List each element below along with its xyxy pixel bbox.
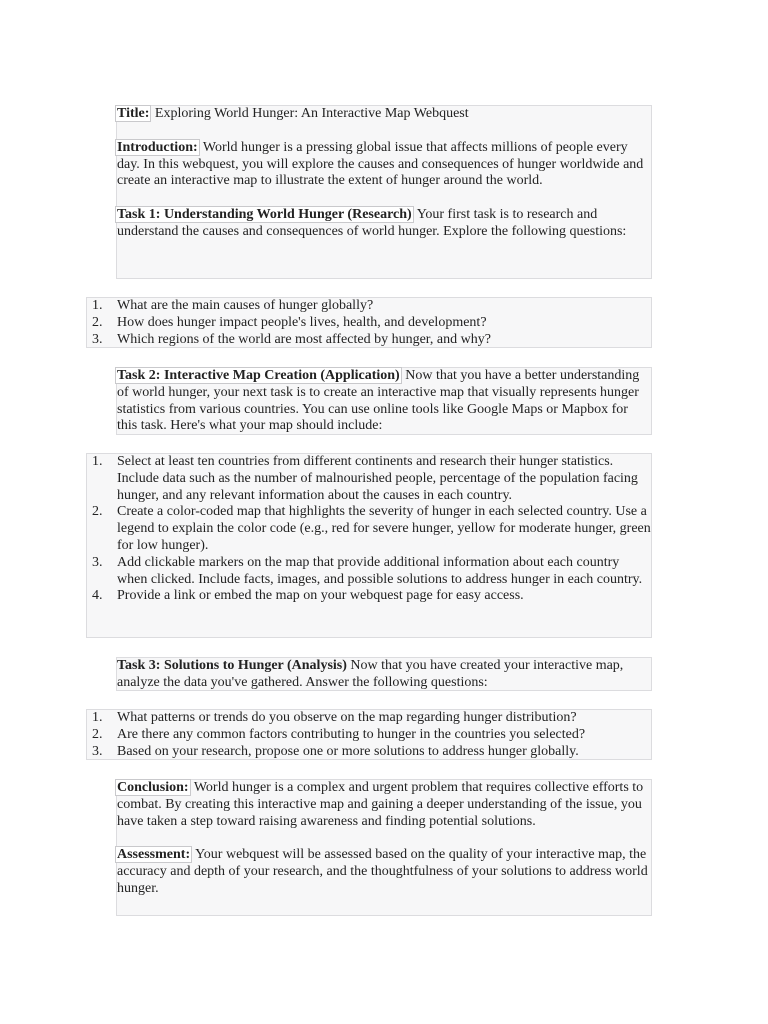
list-item: 3. Which regions of the world are most affected by hunger, and why? [92,331,491,347]
list-item: 1. Select at least ten countries from different continents and research their hunger statistics. Include data such as the number of malnourished people, percentage of the population facing hunger, and any relevant information about the causes in each country. [92,454,638,503]
task1-text: Your first task is to research and understand the causes and consequences of world hunger. Explore the following questions: [117,207,627,239]
task1-label: Task 1: Understanding World Hunger (Research) [117,207,412,223]
task1-paragraph [117,207,651,241]
intro-text: World hunger is a pressing global issue that affects millions of people every day. In this webquest, you will explore the causes and consequences of hunger worldwide and create an interactive map to illustrate the extent of hunger around the world. [117,139,644,189]
title-paragraph [117,106,651,123]
task2-label: Task 2: Interactive Map Creation (Application) [117,368,400,383]
task1-list-block [86,297,652,348]
task2-text: Now that you have a better understanding of world hunger, your next task is to create an interactive map that visually represents hunger statistics from various countries. You can use online tools like Google Maps or Mapbox for this task. Here's what your map should include: [117,368,640,434]
assessment-paragraph [117,847,651,897]
task3-list [87,710,651,760]
task2-list [87,454,651,605]
conclusion-label: Conclusion: [117,780,189,795]
intro-block [116,105,652,279]
task2-paragraph [117,368,651,435]
conclusion-paragraph [117,780,651,830]
list-item: 4. Provide a link or embed the map on your webquest page for easy access. [92,588,524,604]
task3-paragraph [117,658,651,692]
title-text: Exploring World Hunger: An Interactive Map Webquest [154,106,469,121]
intro-paragraph [117,140,651,190]
task2-list-block [86,453,652,638]
task3-text: Now that you have created your interactive map, analyze the data you've gathered. Answer the following questions: [117,658,624,690]
task1-list [87,298,651,348]
list-item: 1. What patterns or trends do you observe on the map regarding hunger distribution? [92,710,577,725]
list-item: 3. Based on your research, propose one or more solutions to address hunger globally. [92,743,579,759]
title-label: Title: [117,106,150,121]
intro-label: Introduction: [117,139,198,155]
conclusion-text: World hunger is a complex and urgent problem that requires collective efforts to combat. By creating this interactive map and gaining a deeper understanding of the issue, you have taken a step toward raising awareness and finding potential solutions. [117,780,644,829]
task2-block [116,367,652,435]
task3-list-block [86,709,652,760]
list-item: 2. Are there any common factors contributing to hunger in the countries you selected? [92,726,586,742]
list-item: 2. Create a color-coded map that highlights the severity of hunger in each selected country. Use a legend to explain the color code (e.g., red for severe hunger, yellow for moderate hunger, green for low hunger). [92,504,651,553]
list-item: 1. What are the main causes of hunger globally? [92,298,374,313]
assessment-label: Assessment: [117,847,191,863]
task3-block [116,657,652,691]
task3-label: Task 3: Solutions to Hunger (Analysis) [117,658,347,673]
conclusion-block [116,779,652,916]
list-item: 2. How does hunger impact people's lives, health, and development? [92,314,487,330]
assessment-text: Your webquest will be assessed based on the quality of your interactive map, the accuracy and depth of your research, and the thoughtfulness of your solutions to address world hunger. [117,847,648,896]
list-item: 3. Add clickable markers on the map that provide additional information about each country when clicked. Include facts, images, and possible solutions to address hunger in each country. [92,554,643,587]
